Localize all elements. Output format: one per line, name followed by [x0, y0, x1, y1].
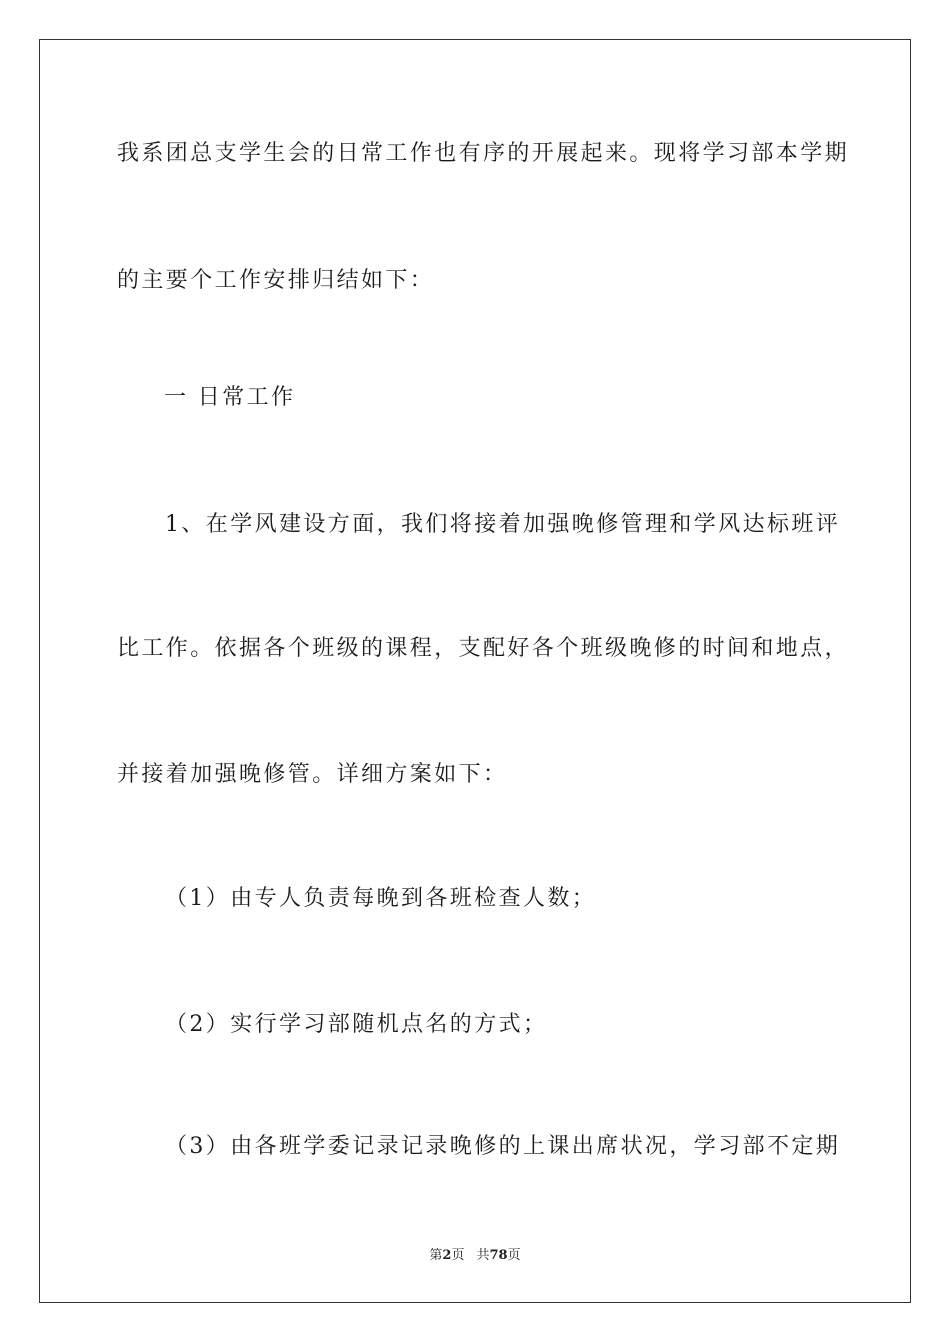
list-item-2: （2）实行学习部随机点名的方式； [165, 1012, 548, 1037]
section-heading: 一 日常工作 [164, 385, 296, 410]
body-line-2: 的主要个工作安排归结如下： [117, 268, 435, 293]
total-pages: 78 [489, 1248, 508, 1263]
total-suffix: 页 [507, 1248, 521, 1263]
body-line-1: 我系团总支学生会的日常工作也有序的开展起来。现将学习部本学期 [117, 141, 850, 166]
page-number: 2 [442, 1248, 452, 1263]
page-suffix: 页 [451, 1248, 465, 1263]
page-frame [39, 39, 911, 1303]
body-line-5: 比工作。依据各个班级的课程，支配好各个班级晚修的时间和地点， [117, 636, 850, 661]
body-line-4: 1、在学风建设方面，我们将接着加强晚修管理和学风达标班评 [165, 512, 841, 537]
list-item-1: （1）由专人负责每晚到各班检查人数； [165, 886, 597, 911]
page-footer [0, 1247, 950, 1265]
total-prefix: 共 [476, 1248, 490, 1263]
list-item-3: （3）由各班学委记录记录晚修的上课出席状况，学习部不定期 [165, 1134, 841, 1159]
page-prefix: 第 [429, 1248, 443, 1263]
body-line-6: 并接着加强晚修管。详细方案如下： [117, 762, 508, 787]
